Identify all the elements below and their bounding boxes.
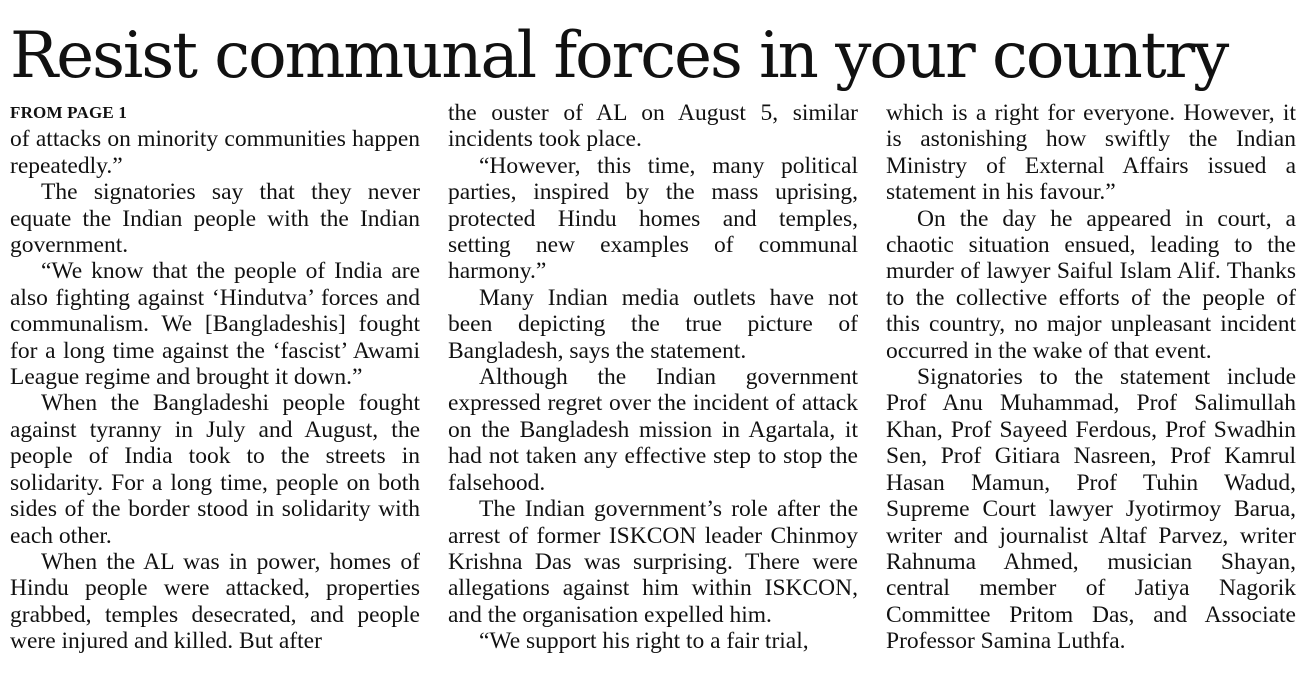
article-paragraph: The Indian government’s role after the arrest of former ISKCON leader Chinmoy Krishna Das was surprising. There were allegations against him within ISKCON, and the organisation expelled him.	[448, 496, 858, 628]
article-headline: Resist communal forces in your country	[10, 19, 1228, 93]
article-paragraph: Although the Indian government expressed regret over the incident of attack on the Bangladesh mission in Agartala, it had not taken any effective step to stop the falsehood.	[448, 364, 858, 496]
article-paragraph: The signatories say that they never equate the Indian people with the Indian government.	[10, 179, 420, 259]
article-paragraph: “We know that the people of India are also fighting against ‘Hindutva’ forces and communalism. We [Bangladeshis] fought for a long time against the ‘fascist’ Awami League regime and brought it down.”	[10, 258, 420, 391]
article-paragraph: the ouster of AL on August 5, similar incidents took place.	[448, 100, 858, 153]
article-column-1	[10, 100, 420, 655]
continuation-kicker: FROM PAGE 1	[10, 103, 128, 122]
article-paragraph: When the Bangladeshi people fought against tyranny in July and August, the people of India took to the streets in solidarity. For a long time, people on both sides of the border stood in solidarity with each other.	[10, 390, 420, 549]
article-paragraph: Many Indian media outlets have not been depicting the true picture of Bangladesh, says the statement.	[448, 284, 858, 364]
article-paragraph: When the AL was in power, homes of Hindu people were attacked, properties grabbed, temples desecrated, and people were injured and killed. But after	[10, 548, 420, 655]
article-paragraph: On the day he appeared in court, a chaotic situation ensued, leading to the murder of lawyer Saiful Islam Alif. Thanks to the collective efforts of the people of this country, no major unpleasant incident occurred in the wake of that event.	[886, 205, 1296, 364]
article-paragraph: “However, this time, many political parties, inspired by the mass uprising, protected Hindu homes and temples, setting new examples of communal harmony.”	[448, 152, 858, 285]
article-column-3	[886, 100, 1296, 655]
article-paragraph: Signatories to the statement include Prof Anu Muhammad, Prof Salimullah Khan, Prof Sayeed Ferdous, Prof Swadhin Sen, Prof Gitiara Nasreen, Prof Kamrul Hasan Mamun, Prof Tuhin Wadud, Supreme Court lawyer Jyotirmoy Barua, writer and journalist Altaf Parvez, writer Rahnuma Ahmed, musician Shayan, central member of Jatiya Nagorik Committee Pritom Das, and Associate Professor Samina Luthfa.	[886, 364, 1296, 655]
article-paragraph: which is a right for everyone. However, it is astonishing how swiftly the Indian Ministry of External Affairs issued a statement in his favour.”	[886, 100, 1296, 206]
article-column-2	[448, 100, 858, 655]
article-paragraph: “We support his right to a fair trial,	[479, 628, 809, 655]
article-paragraph: of attacks on minority communities happen repeatedly.”	[10, 126, 420, 179]
